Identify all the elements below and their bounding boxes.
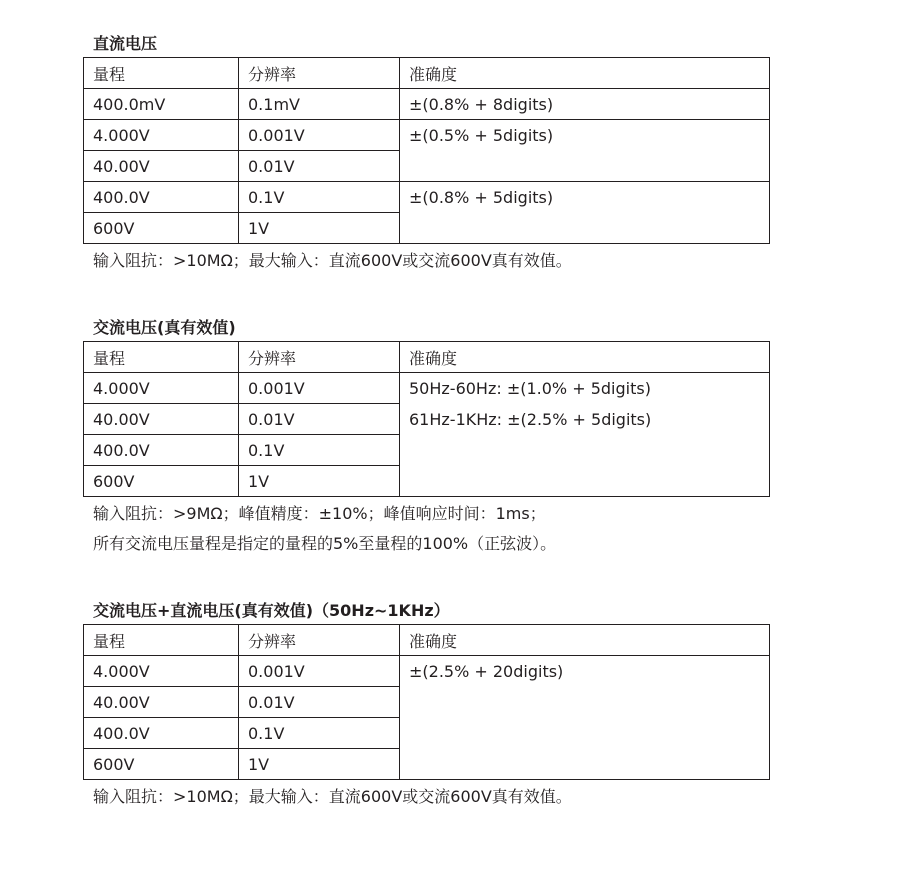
ac-voltage-table: [83, 341, 770, 497]
range-cell: 600V: [84, 466, 239, 497]
resolution-cell: 1V: [239, 466, 400, 497]
resolution-cell: 0.1V: [239, 435, 400, 466]
table-row: [84, 89, 770, 120]
section-note: 输入阻抗：>9MΩ；峰值精度：±10%；峰值响应时间：1ms；: [93, 504, 546, 523]
resolution-cell: 0.1V: [239, 182, 400, 213]
header-range: 量程: [84, 58, 239, 89]
section-note: 输入阻抗：>10MΩ；最大输入：直流600V或交流600V真有效值。: [93, 787, 572, 806]
table-row: [84, 373, 770, 404]
resolution-cell: 0.001V: [239, 656, 400, 687]
accuracy-text: ±(0.5% + 5digits): [409, 126, 554, 145]
header-range: 量程: [84, 342, 239, 373]
resolution-cell: 1V: [239, 213, 400, 244]
header-accuracy: 准确度: [400, 625, 770, 656]
accuracy-text: 61Hz-1KHz: ±(2.5% + 5digits): [409, 410, 652, 429]
dc-voltage-section: [83, 33, 769, 272]
resolution-cell: 0.01V: [239, 151, 400, 182]
range-cell: 600V: [84, 749, 239, 780]
section-title: 交流电压(真有效值): [93, 318, 236, 337]
section-title: 直流电压: [93, 34, 158, 53]
range-cell: 40.00V: [84, 151, 239, 182]
accuracy-cell: [400, 182, 770, 244]
ac-voltage-section: [83, 317, 769, 555]
range-cell: 4.000V: [84, 373, 239, 404]
header-accuracy: 准确度: [400, 342, 770, 373]
table-header-row: [84, 58, 770, 89]
header-resolution: 分辨率: [239, 58, 400, 89]
range-cell: 4.000V: [84, 656, 239, 687]
table-row: [84, 182, 770, 213]
table-header-row: [84, 625, 770, 656]
table-header-row: [84, 342, 770, 373]
accuracy-cell: [400, 656, 770, 780]
accuracy-cell: [400, 120, 770, 182]
accuracy-cell: [400, 373, 770, 497]
resolution-cell: 0.001V: [239, 120, 400, 151]
resolution-cell: 0.01V: [239, 404, 400, 435]
header-accuracy: 准确度: [400, 58, 770, 89]
accuracy-text: 50Hz-60Hz: ±(1.0% + 5digits): [409, 379, 651, 398]
ac-dc-voltage-table: [83, 624, 770, 780]
accuracy-text: ±(2.5% + 20digits): [409, 662, 564, 681]
range-cell: 400.0V: [84, 718, 239, 749]
section-note: 所有交流电压量程是指定的量程的5%至量程的100%（正弦波）。: [93, 534, 557, 553]
range-cell: 40.00V: [84, 687, 239, 718]
header-resolution: 分辨率: [239, 625, 400, 656]
resolution-cell: 0.1V: [239, 718, 400, 749]
section-title: 交流电压+直流电压(真有效值)（50Hz~1KHz）: [93, 601, 450, 620]
section-note: 输入阻抗：>10MΩ；最大输入：直流600V或交流600V真有效值。: [93, 251, 572, 270]
range-cell: 4.000V: [84, 120, 239, 151]
range-cell: 600V: [84, 213, 239, 244]
resolution-cell: 0.01V: [239, 687, 400, 718]
header-resolution: 分辨率: [239, 342, 400, 373]
dc-voltage-table: [83, 57, 770, 244]
ac-dc-voltage-section: [83, 600, 769, 808]
header-range: 量程: [84, 625, 239, 656]
accuracy-cell: ±(0.8% + 8digits): [400, 89, 770, 120]
range-cell: 40.00V: [84, 404, 239, 435]
resolution-cell: 1V: [239, 749, 400, 780]
accuracy-text: ±(0.8% + 5digits): [409, 188, 554, 207]
resolution-cell: 0.1mV: [239, 89, 400, 120]
table-row: [84, 120, 770, 151]
range-cell: 400.0V: [84, 435, 239, 466]
table-row: [84, 656, 770, 687]
range-cell: 400.0mV: [84, 89, 239, 120]
range-cell: 400.0V: [84, 182, 239, 213]
resolution-cell: 0.001V: [239, 373, 400, 404]
